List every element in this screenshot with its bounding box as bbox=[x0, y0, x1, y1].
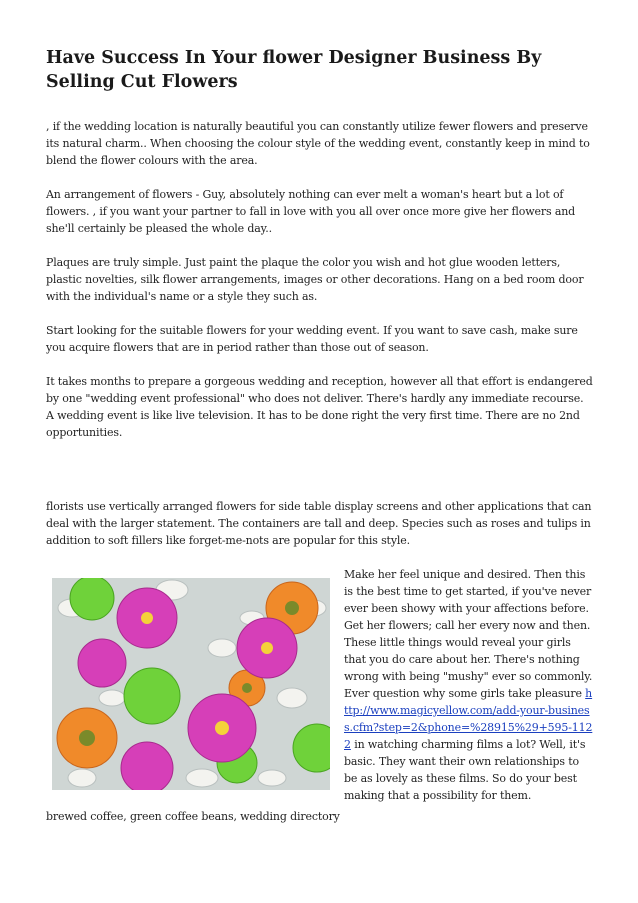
paragraph-3: Plaques are truly simple. Just paint the plaque the color you wish and hot glue wooden letters, plastic novelties, silk flower arrangements, images or other decorations. Hang on a bed room door with the individual's name or a style they such as. bbox=[46, 256, 584, 303]
external-link[interactable]: http://www.magicyellow.com/add-your-business.cfm?step=2&phone=%28915%29+595-1122 bbox=[344, 687, 593, 751]
paragraph-5: It takes months to prepare a gorgeous wedding and reception, however all that effort is endangered by one "wedding event professional" who does not deliver. There's hardly any immediate recourse. A wedding event is like live television. It has to be done right the very first time. There are no 2nd opportunities. bbox=[46, 375, 593, 439]
document-page bbox=[46, 46, 594, 842]
tags-line: brewed coffee, green coffee beans, wedding directory bbox=[46, 810, 340, 823]
paragraph-1: , if the wedding location is naturally beautiful you can constantly utilize fewer flowers and preserve its natural charm.. When choosing the colour style of the wedding event, constantly keep in mind to blend the flower colours with the area. bbox=[46, 120, 590, 167]
spacer bbox=[46, 458, 594, 498]
paragraph-2: An arrangement of flowers - Guy, absolutely nothing can ever melt a woman's heart but a lot of flowers. , if you want your partner to fall in love with you all over once more give her flowers and she'll certainly be pleased the whole day.. bbox=[46, 188, 576, 235]
flower-photo-drawing bbox=[52, 578, 330, 790]
paragraph-6: florists use vertically arranged flowers for side table display screens and other applications that can deal with the larger statement. The containers are tall and deep. Species such as roses and tulips in addition to soft fillers like forget-me-nots are popular for this style. bbox=[46, 500, 592, 547]
image-section bbox=[46, 566, 594, 804]
side-text-after-link: in watching charming films a lot? Well, it's basic. They want their own relationships to be as lovely as these films. So do your best making that a possibility for them. bbox=[344, 738, 586, 802]
side-text-before-link: Make her feel unique and desired. Then this is the best time to get started, if you've never ever been showy with your affections before. Get her flowers; call her every now and then. These little things would reveal your girls that you do care about her. There's nothing wrong with being "mushy" ever so commonly. Ever question why some girls take pleasure bbox=[344, 568, 593, 700]
flower-photo bbox=[52, 578, 330, 790]
paragraph-4: Start looking for the suitable flowers for your wedding event. If you want to save cash, make sure you acquire flowers that are in period rather than those out of season. bbox=[46, 324, 578, 354]
page-title: Have Success In Your flower Designer Business By Selling Cut Flowers bbox=[46, 48, 542, 92]
